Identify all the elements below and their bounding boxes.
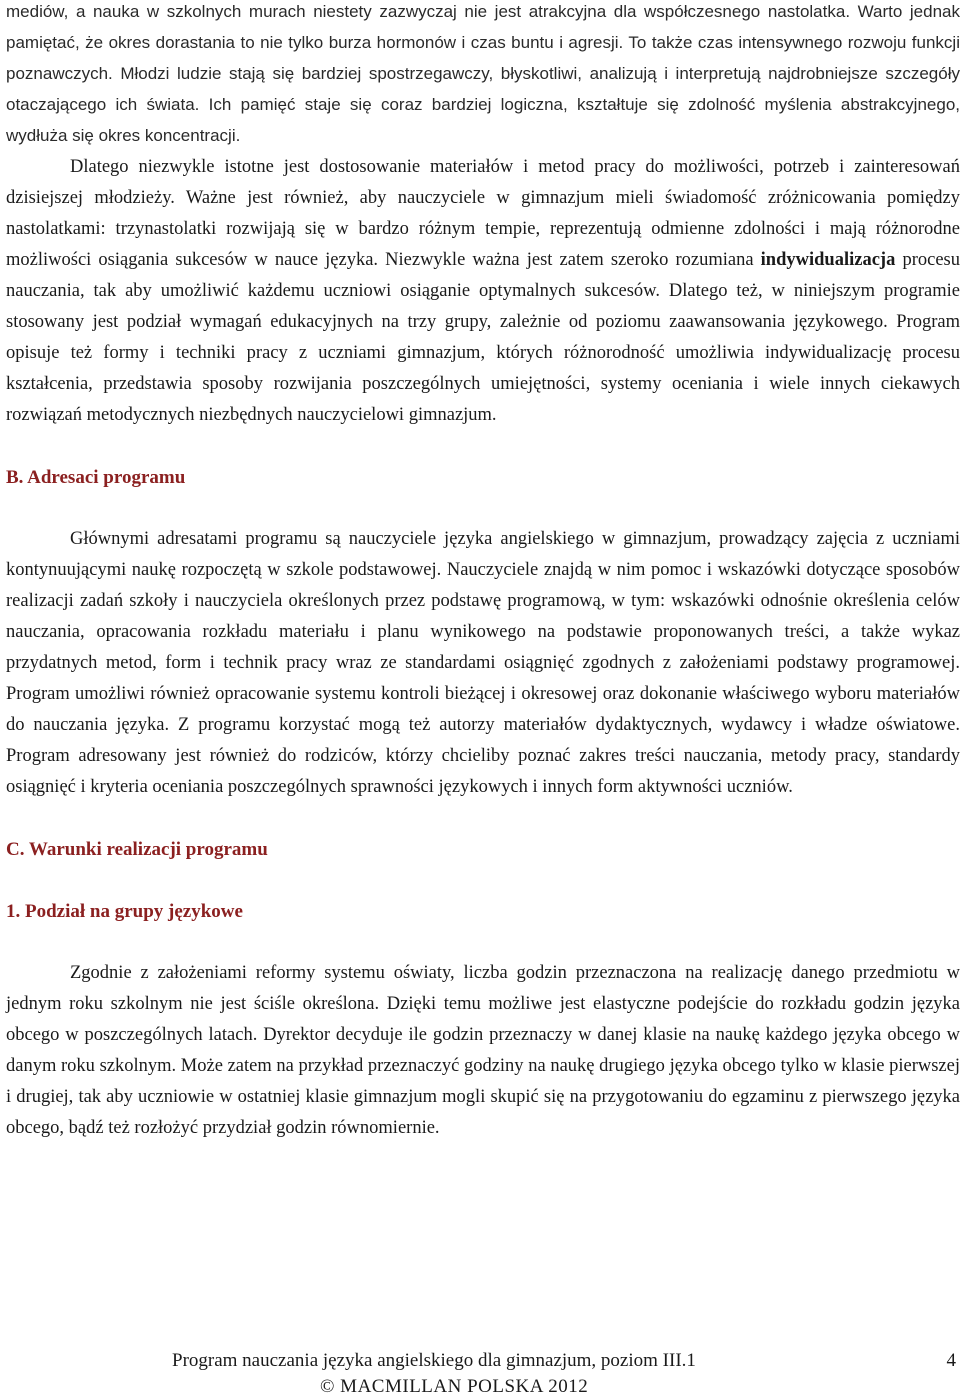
spacer xyxy=(6,927,960,958)
keyword-individualization: indywidualizacja xyxy=(760,250,896,270)
section-heading-b: B. Adresaci programu xyxy=(6,467,186,488)
section-c-body: Zgodnie z założeniami reformy systemu oświaty, liczba godzin przeznaczona na realizację danego przedmiotu w jednym roku szkolnym nie jest ściśle określona. Dzięki temu możliwe jest elastyczne podejście do rozkładu godzin języka obcego w poszczególnych latach. Dyrektor decyduje ile godzin przeznaczy w danej klasie na naukę każdego języka obcego w danym roku szkolnym. Może zatem na przykład przeznaczyć godziny na naukę drugiego języka obcego tylko w klasie pierwszej i drugiej, tak aby uczniowie w ostatniej klasie gimnazjum mogli skupić się na przygotowaniu do egzaminu z pierwszego języka obcego, bądź też rozłożyć przydział godzin równomiernie. xyxy=(6,963,960,1138)
paragraph-text-post: procesu nauczania, tak aby umożliwić każdemu uczniowi osiąganie optymalnych sukcesów. Dlatego też, w niniejszym programie stosowany jest podział wymagań edukacyjnych na trzy grupy, zależnie od poziomu zaawansowania językowego. Program opisuje też formy i techniki pracy z uczniami gimnazjum, których różnorodność umożliwia indywidualizację procesu kształcenia, przedstawia sposoby rozwijania poszczególnych umiejętności, systemy oceniania i wiele innych ciekawych rozwiązań metodycznych niezbędnych nauczycielowi gimnazjum. xyxy=(6,250,960,425)
intro-paragraph: mediów, a nauka w szkolnych murach niestety zazwyczaj nie jest atrakcyjna dla współczesnego nastolatka. Warto jednak pamiętać, że okres dorastania to nie tylko burza hormonów i czas buntu i agresji. To także czas intensywnego rozwoju funkcji poznawczych. Młodzi ludzie stają się bardziej spostrzegawczy, błyskotliwi, analizują i interpretują najdrobniejsze szczegóły otaczającego ich świata. Ich pamięć staje się coraz bardziej logiczna, kształtuje się zdolność myślenia abstrakcyjnego, wydłuża się okres koncentracji. xyxy=(6,2,960,145)
spacer xyxy=(6,803,960,834)
section-b-body: Głównymi adresatami programu są nauczyciele języka angielskiego w gimnazjum, prowadzący zajęcia z uczniami kontynuującymi naukę rozpoczętą w szkole podstawowej. Nauczyciele znajdą w nim pomoc i wskazówki dotyczące sposobów realizacji zadań szkoły i nauczyciela określonych przez podstawę programową, w tym: wskazówki odnośnie określenia celów nauczania, opracowania rozkładu materiału i planu wynikowego na podstawie proponowanych treści, a także wykaz przydatnych metod, form i technik pracy wraz ze standardami osiągnięć zgodnych z założeniami podstawy programowej. Program umożliwi również opracowanie systemu kontroli bieżącej i okresowej oraz dokonanie właściwego wyboru materiałów do nauczania języka. Z programu korzystać mogą też autorzy materiałów dydaktycznych, wydawcy i władze oświatowe. Program adresowany jest również do rodziców, którzy chcieliby poznać zakres treści nauczania, metody pracy, standardy osiągnięć i kryteria oceniania poszczególnych sprawności językowych i innych form aktywności uczniów. xyxy=(6,529,960,797)
footer-title: Program nauczania języka angielskiego dla gimnazjum, poziom III.1 xyxy=(172,1350,696,1371)
footer-copyright: © MACMILLAN POLSKA 2012 xyxy=(320,1376,589,1397)
page-number: 4 xyxy=(946,1350,956,1371)
spacer xyxy=(6,431,960,462)
paragraph-individualization xyxy=(6,152,960,431)
spacer xyxy=(6,493,960,524)
sub-heading-groups: 1. Podział na grupy językowe xyxy=(6,901,243,922)
document-page xyxy=(6,0,960,1144)
paragraph-text-pre: Dlatego niezwykle istotne jest dostosowanie materiałów i metod pracy do możliwości, potrzeb i zainteresowań dzisiejszej młodzieży. Ważne jest również, aby nauczyciele w gimnazjum mieli świadomość zróżnicowania pomiędzy nastolatkami: trzynastolatki rozwijają się w bardzo różnym tempie, reprezentują odmienne zdolności i mają różnorodne możliwości osiągania sukcesów w nauce języka. Niezwykle ważna jest zatem szeroko rozumiana xyxy=(6,157,960,270)
spacer xyxy=(6,865,960,896)
section-heading-c: C. Warunki realizacji programu xyxy=(6,839,268,860)
